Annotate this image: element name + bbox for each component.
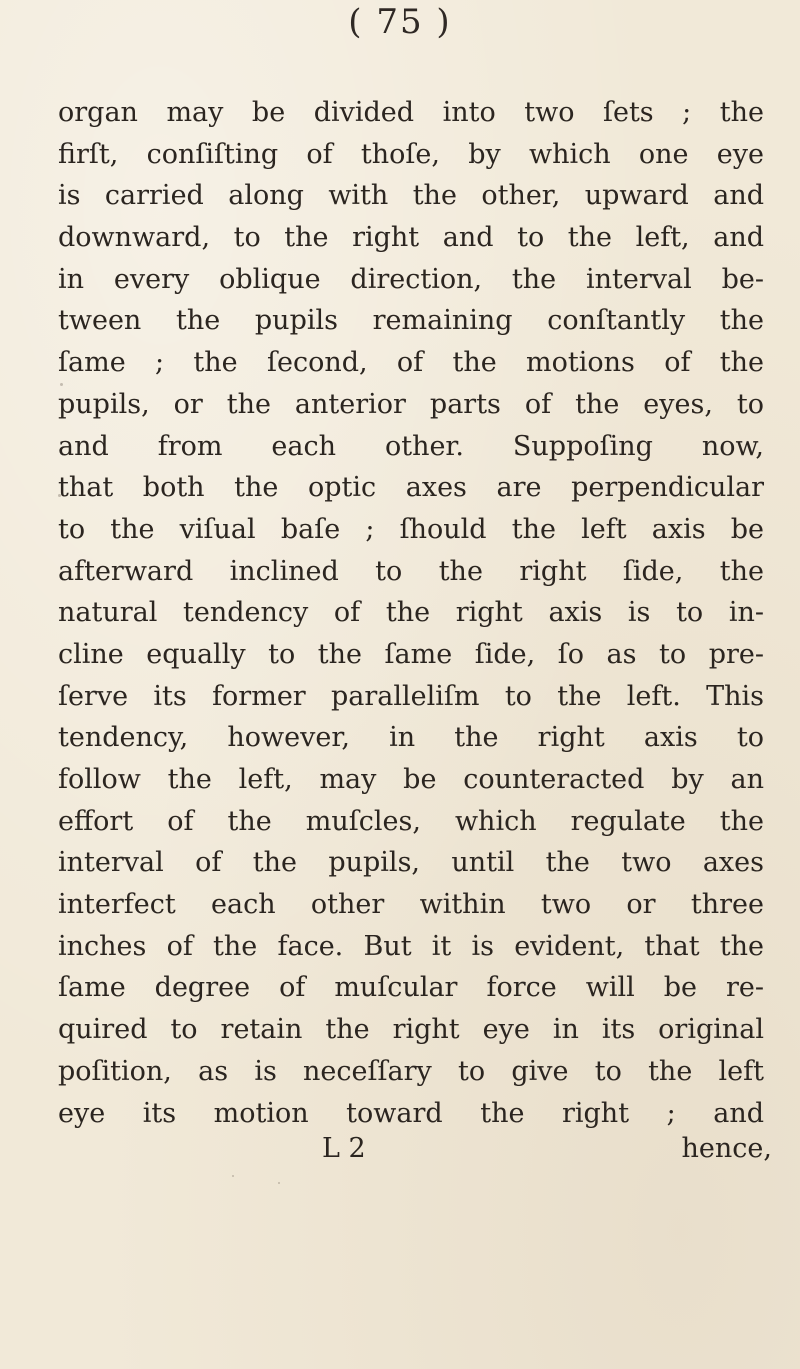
text-line: follow the left, may be counteracted by an bbox=[58, 764, 764, 795]
text-line: ſame degree of muſcular force will be re- bbox=[58, 972, 764, 1004]
page-footer bbox=[322, 1128, 772, 1170]
text-line: tween the pupils remaining conſtantly the bbox=[58, 305, 764, 337]
text-line: is carried along with the other, upward and bbox=[58, 180, 764, 212]
text-line: in every oblique direction, the interval be- bbox=[58, 263, 764, 295]
text-line: organ may be divided into two ſets ; the bbox=[58, 97, 764, 128]
text-line: poſition, as is neceſſary to give to the left bbox=[58, 1055, 764, 1087]
text-line: ſame ; the ſecond, of the motions of the bbox=[58, 347, 764, 379]
text-line: quired to retain the right eye in its original bbox=[58, 1014, 764, 1046]
text-line: to the viſual baſe ; ſhould the left axis be bbox=[58, 513, 764, 545]
catchword: hence, bbox=[681, 1133, 772, 1164]
text-line: eye its motion toward the right ; and bbox=[58, 1097, 764, 1129]
body-text bbox=[58, 92, 764, 1134]
text-line: inches of the face. But it is evident, that the bbox=[58, 930, 764, 962]
page-number: ( 75 ) bbox=[348, 2, 452, 42]
text-line: downward, to the right and to the left, and bbox=[58, 222, 764, 254]
text-line: natural tendency of the right axis is to in- bbox=[58, 597, 764, 629]
text-line: cline equally to the ſame ſide, ſo as to pre- bbox=[58, 638, 764, 670]
paper-speck bbox=[58, 494, 61, 497]
paper-speck bbox=[60, 383, 63, 386]
text-line: and from each other. Suppoſing now, bbox=[58, 430, 764, 462]
paper-speck bbox=[278, 1182, 280, 1184]
signature-mark: L 2 bbox=[322, 1133, 366, 1164]
text-line: interval of the pupils, until the two axes bbox=[58, 847, 764, 879]
text-line: tendency, however, in the right axis to bbox=[58, 722, 764, 754]
text-line: firſt, conſiſting of thoſe, by which one eye bbox=[58, 138, 764, 170]
text-line: ſerve its former paralleliſm to the left. This bbox=[58, 680, 764, 712]
text-line: pupils, or the anterior parts of the eyes, to bbox=[58, 388, 764, 420]
paper-speck bbox=[232, 1175, 234, 1177]
text-line: that both the optic axes are perpendicular bbox=[58, 472, 764, 504]
text-line: interfect each other within two or three bbox=[58, 889, 764, 921]
text-line: afterward inclined to the right ſide, the bbox=[58, 555, 764, 587]
text-line: effort of the muſcles, which regulate the bbox=[58, 805, 764, 837]
